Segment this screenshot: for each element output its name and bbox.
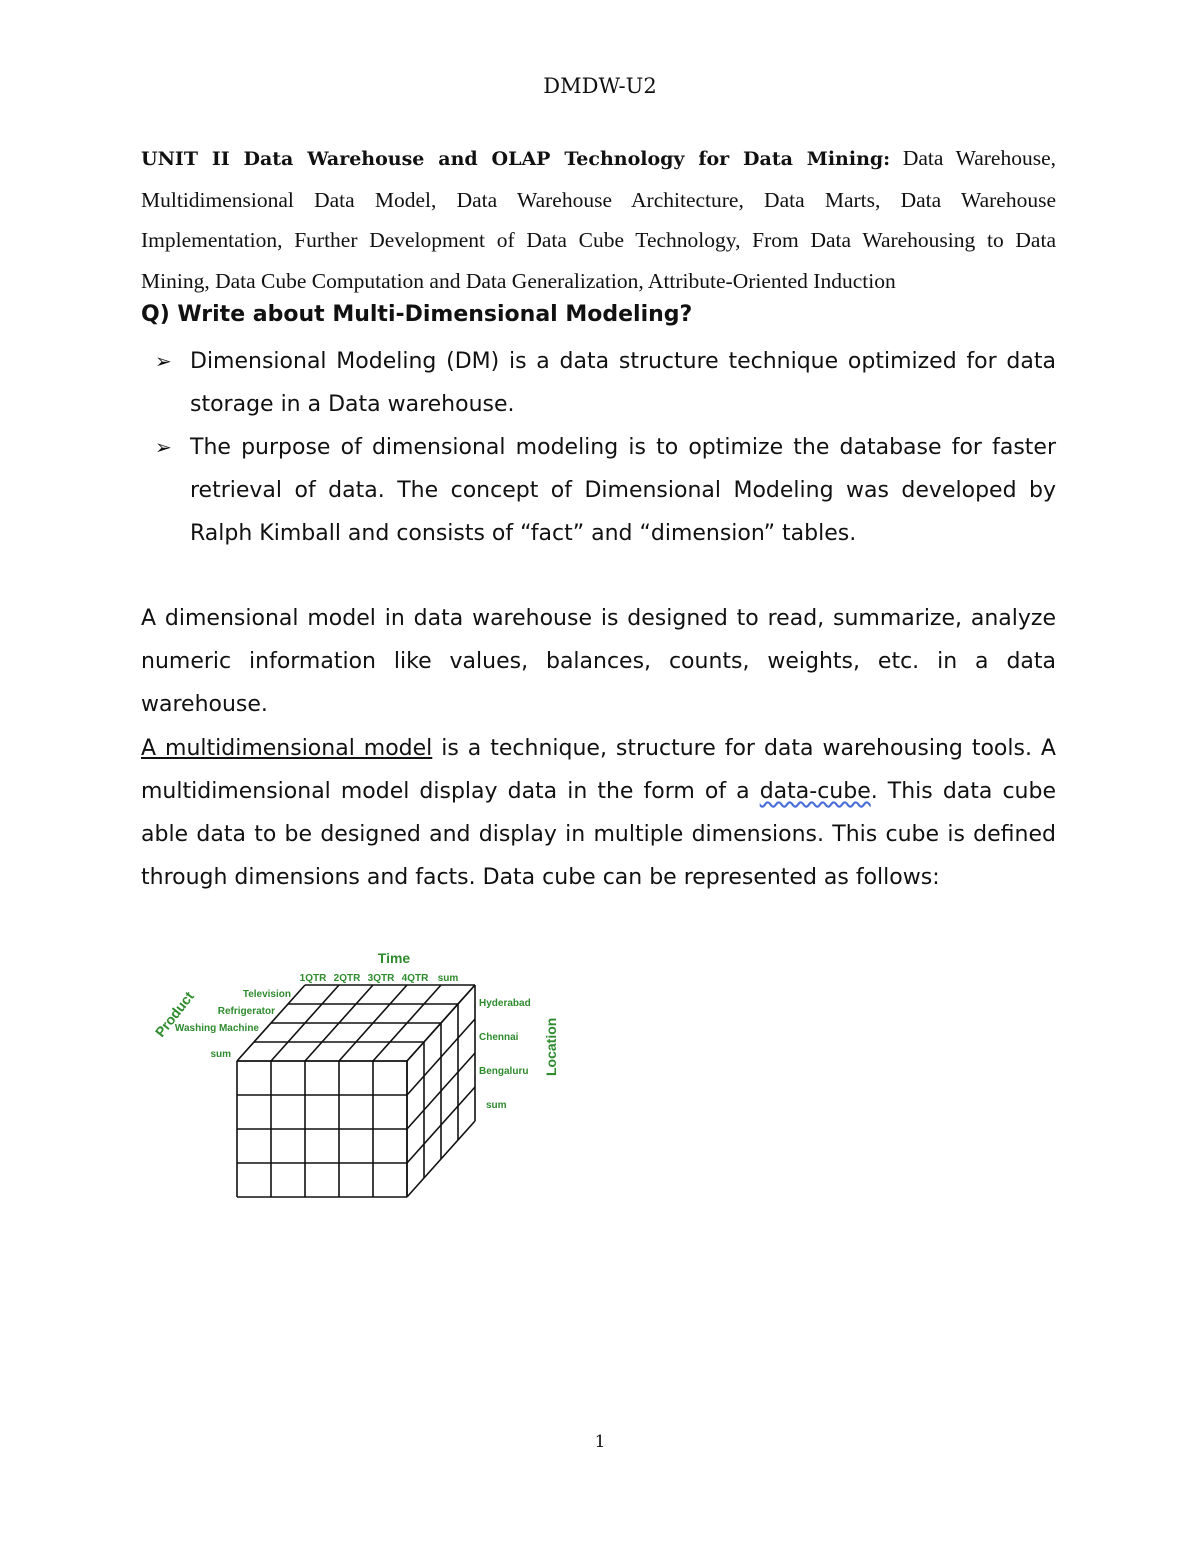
- dimensional-model-paragraph: A dimensional model in data warehouse is designed to read, summarize, analyze numeric information like values, balances, counts, weights, etc. in a data warehouse.: [141, 606, 1056, 717]
- time-member: 3QTR: [367, 973, 395, 984]
- multidimensional-model-paragraph: [141, 727, 1056, 899]
- product-member: Washing Machine: [174, 1023, 259, 1034]
- arrow-bullet-icon: ➢: [155, 435, 172, 459]
- data-cube-figure: [140, 946, 570, 1208]
- time-member: sum: [437, 973, 459, 984]
- location-member: Hyderabad: [479, 998, 531, 1009]
- bullet-text: Dimensional Modeling (DM) is a data structure technique optimized for data storage in a Data warehouse.: [190, 349, 1056, 417]
- unit-topics: Data Warehouse, Multidimensional Data Model, Data Warehouse Architecture, Data Marts, Data Warehouse Implementation, Further Development of Data Cube Technology, From Data Warehousing to Data Mining, Data Cube Computation and Data Generalization, Attribute-Oriented Induction: [141, 146, 1056, 293]
- time-member: 1QTR: [299, 973, 327, 984]
- location-axis-label: Location: [543, 1017, 559, 1076]
- unit-overview: [141, 138, 1056, 301]
- location-member: Bengaluru: [479, 1066, 529, 1077]
- bullet-item: [141, 426, 1056, 555]
- time-member: 4QTR: [401, 973, 429, 984]
- location-member: sum: [486, 1100, 507, 1111]
- time-member: 2QTR: [333, 973, 361, 984]
- product-axis-label: Product: [151, 988, 197, 1040]
- bullet-item: [141, 340, 1056, 426]
- bullet-text: The purpose of dimensional modeling is to optimize the database for faster retrieval of data. The concept of Dimensional Modeling was developed by Ralph Kimball and consists of “fact” and “dimension” tables.: [190, 435, 1056, 546]
- paragraph-text: is a technique, structure for data warehousing tools. A multidimensional model display data in the form of a: [141, 736, 1056, 804]
- bullet-list: [141, 340, 1056, 555]
- page-number: 1: [594, 1432, 606, 1452]
- paragraph-text: . This data cube able data to be designed and display in multiple dimensions. This cube is defined through dimensions and facts. Data cube can be represented as follows:: [141, 779, 1056, 890]
- product-member: Refrigerator: [217, 1006, 275, 1017]
- product-member: Television: [242, 989, 291, 1000]
- product-member: sum: [210, 1049, 231, 1060]
- page-header: DMDW-U2: [543, 74, 657, 98]
- data-cube-term: data-cube: [759, 779, 871, 804]
- time-axis-label: Time: [377, 950, 411, 966]
- unit-heading: UNIT II Data Warehouse and OLAP Technology for Data Mining:: [141, 148, 891, 170]
- question-heading: Q) Write about Multi-Dimensional Modeling?: [141, 302, 693, 327]
- multidimensional-model-term: A multidimensional model: [141, 736, 433, 761]
- location-member: Chennai: [479, 1032, 519, 1043]
- arrow-bullet-icon: ➢: [155, 349, 172, 373]
